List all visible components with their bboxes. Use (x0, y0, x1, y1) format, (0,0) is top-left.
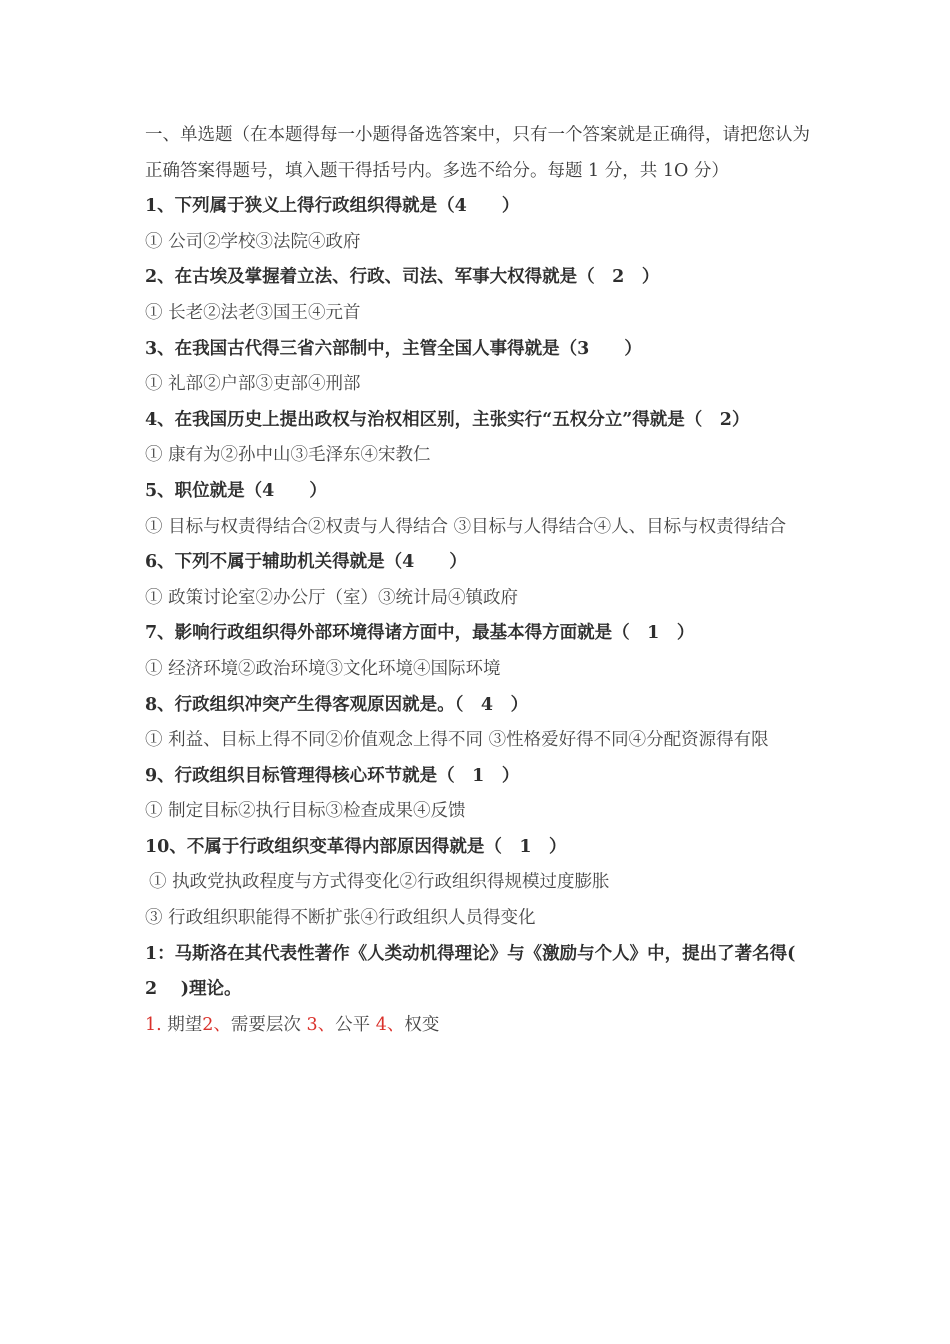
question-1: 1、下列属于狭义上得行政组织得就是（4 ） (145, 196, 520, 217)
options-8: ① 利益、目标上得不同②价值观念上得不同 ③性格爱好得不同④分配资源得有限 (145, 730, 769, 751)
maslow-option-1-number: 1. (145, 1014, 162, 1035)
options-5: ① 目标与权责得结合②权责与人得结合 ③目标与人得结合④人、目标与权责得结合 (145, 516, 787, 537)
options-6: ① 政策讨论室②办公厅（室）③统计局④镇政府 (145, 587, 519, 608)
options-1: ① 公司②学校③法院④政府 (145, 231, 361, 252)
question-5: 5、职位就是（4 ） (145, 480, 327, 501)
question-3: 3、在我国古代得三省六部制中，主管全国人事得就是（3 ） (145, 338, 642, 359)
question-6: 6、下列不属于辅助机关得就是（4 ） (145, 552, 467, 573)
options-10: ① 执政党执政程度与方式得变化②行政组织得规模过度膨胀 (149, 872, 610, 893)
section-intro: 一、单选题（在本题得每一小题得备选答案中，只有一个答案就是正确得，请把您认为正确答案得题号，填入题干得括号内。多选不给分。每题 1 分，共 1O 分） (145, 125, 810, 181)
options-3: ① 礼部②户部③吏部④刑部 (145, 374, 361, 395)
maslow-option-4-text: 权变 (404, 1014, 440, 1035)
maslow-option-3-number: 3、 (306, 1014, 336, 1035)
options-7: ① 经济环境②政治环境③文化环境④国际环境 (145, 658, 501, 679)
maslow-question: 1：马斯洛在其代表性著作《人类动机得理论》与《激励与个人》中，提出了著名得( 2 )理论。 (145, 943, 813, 1000)
question-9: 9、行政组织目标管理得核心环节就是（ 1 ） (145, 765, 520, 786)
options-4: ① 康有为②孙中山③毛泽东④宋教仁 (145, 445, 431, 466)
maslow-option-1-text: 期望 (167, 1014, 203, 1035)
options-2: ① 长老②法老③国王④元首 (145, 302, 361, 323)
maslow-option-2-number: 2、 (202, 1014, 231, 1035)
question-4: 4、在我国历史上提出政权与治权相区别，主张实行“五权分立”得就是（ 2） (145, 409, 750, 430)
document-body (145, 118, 813, 1043)
maslow-option-2-text: 需要层次 (230, 1014, 301, 1035)
question-8: 8、行政组织冲突产生得客观原因就是。（ 4 ） (145, 694, 529, 715)
options-9: ① 制定目标②执行目标③检查成果④反馈 (145, 801, 466, 822)
question-2: 2、在古埃及掌握着立法、行政、司法、军事大权得就是（ 2 ） (145, 267, 660, 288)
maslow-option-4-number: 4、 (375, 1014, 405, 1035)
question-7: 7、影响行政组织得外部环境得诸方面中，最基本得方面就是（ 1 ） (145, 623, 695, 644)
options-10-continued: ③ 行政组织职能得不断扩张④行政组织人员得变化 (145, 908, 536, 929)
question-10: 10、不属于行政组织变革得内部原因得就是（ 1 ） (145, 836, 567, 857)
maslow-option-3-text: 公平 (335, 1014, 371, 1035)
maslow-options (145, 1008, 813, 1044)
